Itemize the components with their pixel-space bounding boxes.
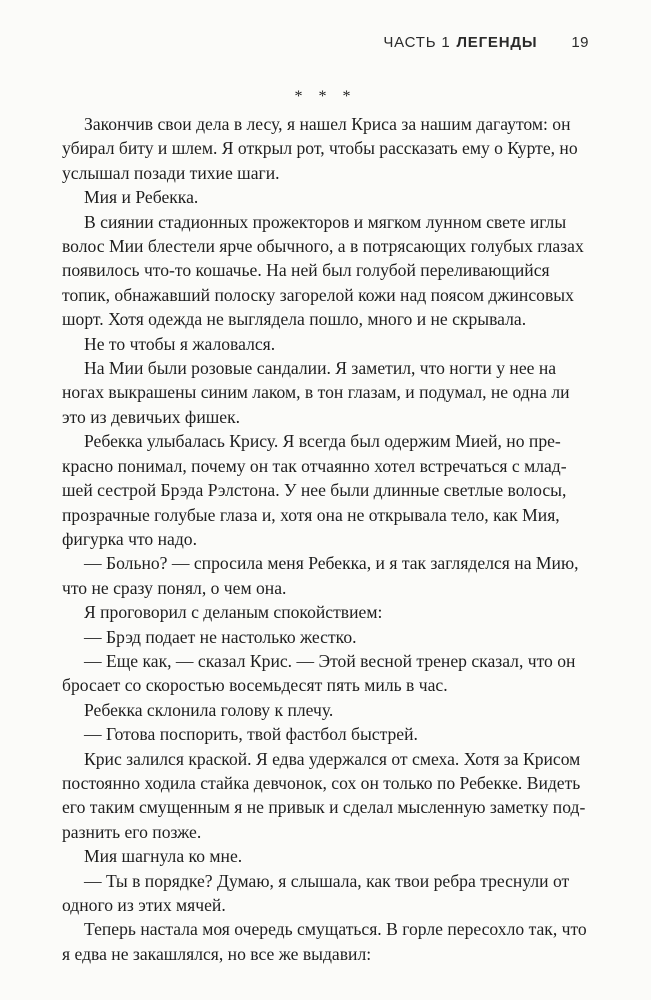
body-text (62, 112, 592, 966)
running-header (383, 34, 589, 51)
text-line: появилось что-то кошачье. На ней был голубой переливающийся (62, 260, 550, 281)
text-line: — Больно? — спросила меня Ребекка, и я так загляделся на Мию, (84, 553, 579, 574)
text-line: Мия и Ребекка. (84, 187, 199, 208)
text-line: это из девичьих фишек. (62, 406, 241, 427)
text-line: фигурка что надо. (62, 528, 197, 549)
text-line: — Готова поспорить, твой фастбол быстрей. (84, 724, 418, 745)
part-label: ЧАСТЬ 1 (383, 34, 451, 51)
text-line: Не то чтобы я жаловался. (84, 333, 276, 354)
text-line: Теперь настала моя очередь смущаться. В горле пересохло так, что (84, 919, 587, 940)
text-line: На Мии были розовые сандалии. Я заметил, что ногти у нее на (84, 358, 557, 379)
text-line: я едва не закашлялся, но все же выдавил: (62, 943, 372, 964)
text-line: волос Мии блестели ярче обычного, а в потрясающих голубых глазах (62, 236, 584, 257)
text-line: шей сестрой Брэда Рэлстона. У нее были длинные светлые волосы, (62, 480, 567, 501)
text-line: услышал позади тихие шаги. (62, 162, 280, 183)
text-line: одного из этих мячей. (62, 895, 226, 915)
text-line: постоянно ходила стайка девчонок, сох он только по Ребекке. Видеть (62, 772, 581, 793)
page-number: 19 (571, 34, 589, 51)
text-line: бросает со скоростью восемьдесят пять миль в час. (62, 675, 448, 696)
text-line: Закончив свои дела в лесу, я нашел Криса за нашим дагаутом: он (84, 114, 571, 134)
section-separator: * * * (294, 88, 357, 105)
text-line: ногах выкрашены синим лаком, в тон глазам, и подумал, не одна ли (62, 382, 570, 403)
text-line: разнить его позже. (62, 821, 202, 842)
text-line: — Брэд подает не настолько жестко. (84, 626, 357, 647)
text-line: красно понимал, почему он так отчаянно хотел встречаться с млад- (62, 455, 567, 476)
section-title: ЛЕГЕНДЫ (456, 34, 538, 51)
text-line: Ребекка улыбалась Крису. Я всегда был одержим Мией, но пре- (84, 431, 561, 452)
text-line: — Ты в порядке? Думаю, я слышала, как твои ребра треснули от (84, 870, 570, 891)
text-line: В сиянии стадионных прожекторов и мягком лунном свете иглы (84, 211, 567, 232)
text-line: его таким смущенным я не привык и сделал мысленную заметку под- (62, 797, 586, 818)
text-line: убирал биту и шлем. Я открыл рот, чтобы рассказать ему о Курте, но (62, 138, 578, 159)
text-line: что не сразу понял, о чем она. (62, 577, 287, 598)
text-line: топик, обнажавший полоску загорелой кожи над поясом джинсовых (62, 284, 574, 305)
text-line: шорт. Хотя одежда не выглядела пошло, много и не скрывала. (62, 309, 527, 330)
text-line: Я проговорил с деланым спокойствием: (84, 602, 383, 623)
text-line: — Еще как, — сказал Крис. — Этой весной тренер сказал, что он (84, 650, 576, 671)
text-line: прозрачные голубые глаза и, хотя она не открывала тело, как Мия, (62, 504, 560, 525)
text-line: Крис залился краской. Я едва удержался от смеха. Хотя за Крисом (84, 748, 581, 769)
text-line: Мия шагнула ко мне. (84, 846, 243, 867)
text-line: Ребекка склонила голову к плечу. (84, 699, 334, 720)
